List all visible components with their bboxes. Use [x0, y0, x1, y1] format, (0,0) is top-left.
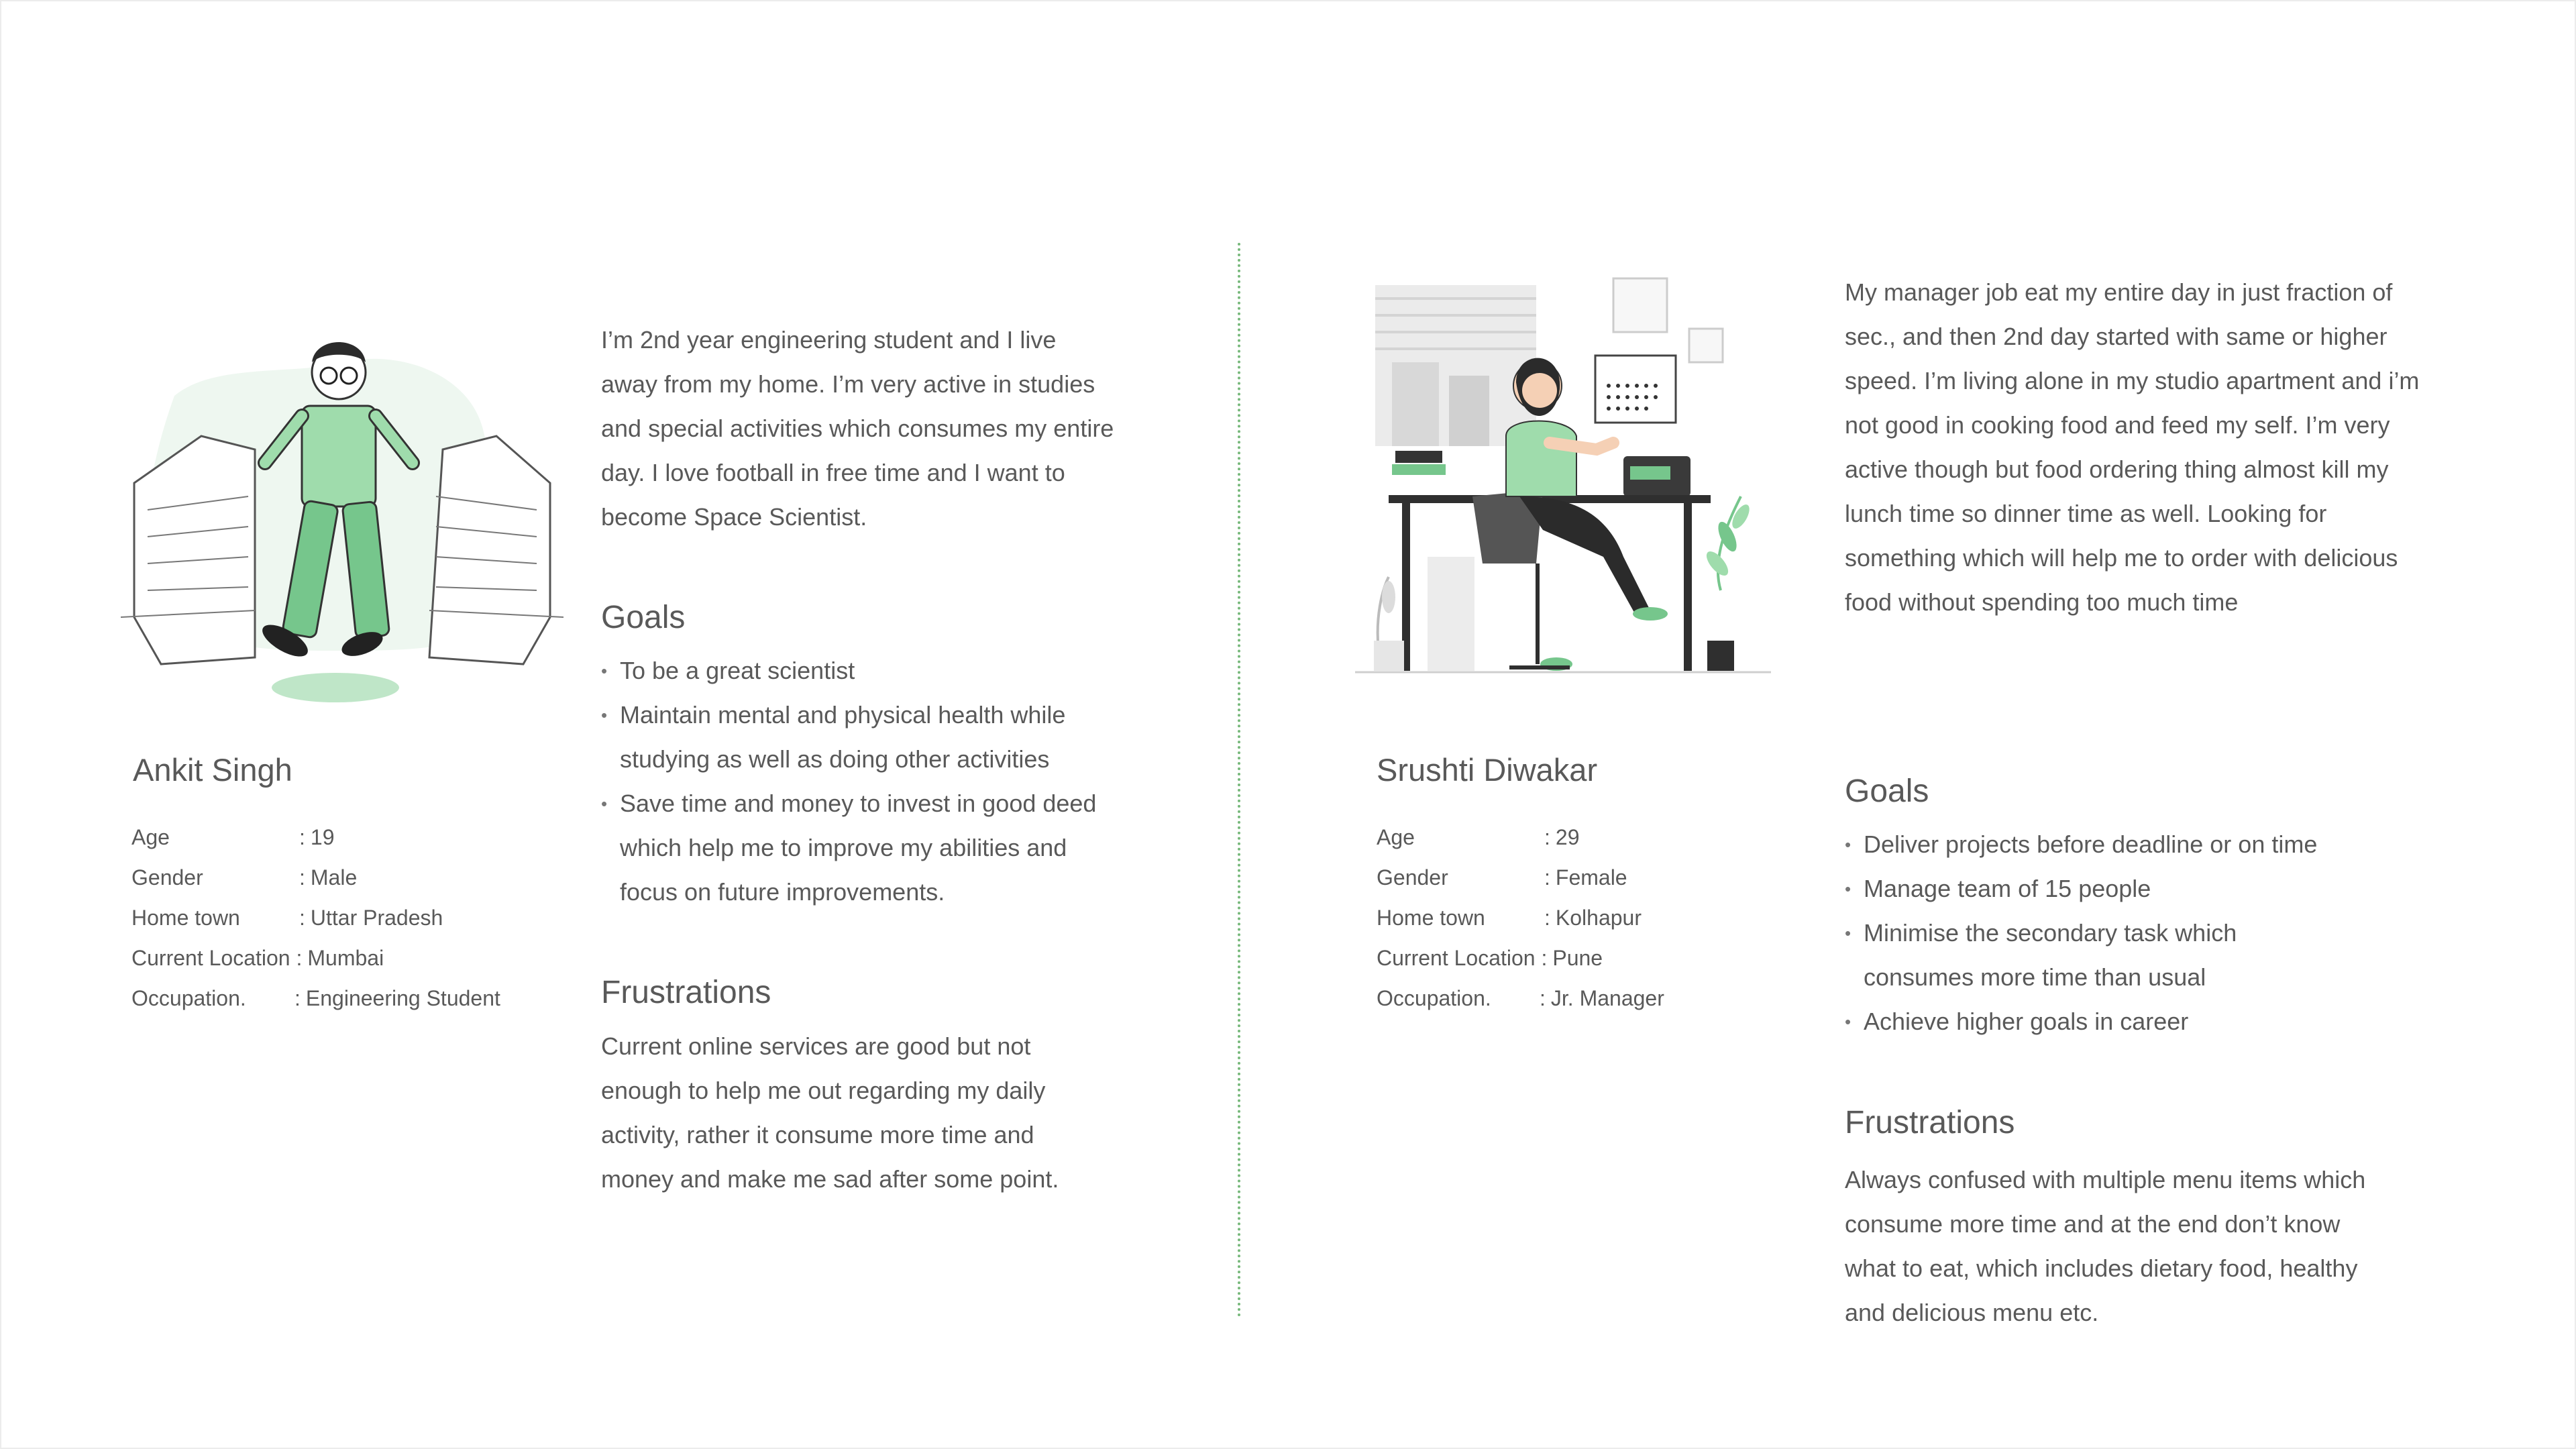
goal-item: • Save time and money to invest in good deed which help me to improve my abilities and focus on future improvements. — [601, 782, 1124, 914]
info-key: Current Location — [131, 946, 290, 970]
info-key: Gender — [1377, 865, 1448, 890]
goal-item: • Maintain mental and physical health while studying as well as doing other activities — [601, 693, 1124, 782]
info-row-age: Age : 29 — [1377, 817, 1664, 857]
info-value: Mumbai — [307, 946, 384, 970]
info-row-age: Age : 19 — [131, 817, 500, 857]
info-key: Age — [131, 825, 170, 849]
persona-info — [131, 817, 500, 1018]
info-key: Home town — [131, 906, 240, 930]
persona-name: Ankit Singh — [133, 752, 292, 788]
frustrations-text: Always confused with multiple menu items which consume more time and at the end don’t know what to eat, which includes dietary food, healthy and delicious menu etc. — [1845, 1166, 2366, 1326]
info-row-location: Current Location : Mumbai — [131, 938, 500, 978]
persona-bio: I’m 2nd year engineering student and I live away from my home. I’m very active in studies and special activities which consumes my entire day. I love football in free time and I want to become Space Scientist. — [601, 326, 1114, 531]
info-value: Female — [1555, 865, 1627, 890]
info-row-hometown: Home town : Uttar Pradesh — [131, 898, 500, 938]
info-key: Home town — [1377, 906, 1485, 930]
goal-item: • To be a great scientist — [601, 649, 1124, 693]
persona-bio: My manager job eat my entire day in just fraction of sec., and then 2nd day started with same or higher speed. I’m living alone in my studio apartment and i’m not good in cooking food and feed my self. I’m very active though but food ordering thing almost kill my lunch time so dinner time as well. Looking for something which will help me to order with delicious food without spending too much time — [1845, 278, 2420, 616]
info-row-occupation: Occupation. : Engineering Student — [131, 978, 500, 1018]
info-value: Male — [310, 865, 358, 890]
info-value: Engineering Student — [305, 986, 500, 1010]
manager-illustration — [1355, 275, 1771, 678]
goal-item: • Achieve higher goals in career — [1845, 1000, 2328, 1044]
info-row-hometown: Home town : Kolhapur — [1377, 898, 1664, 938]
info-value: 19 — [310, 825, 335, 849]
frustrations-text: Current online services are good but not enough to help me out regarding my daily activity, rather it consume more time and money and make me sad after some point. — [601, 1032, 1059, 1193]
info-row-gender: Gender : Male — [131, 857, 500, 898]
frustrations-heading: Frustrations — [1845, 1105, 2015, 1140]
info-row-location: Current Location : Pune — [1377, 938, 1664, 978]
info-value: 29 — [1555, 825, 1580, 849]
frustrations-heading: Frustrations — [601, 975, 771, 1010]
info-value: Pune — [1552, 946, 1603, 970]
info-key: Occupation. — [131, 986, 246, 1010]
goals-list — [1845, 822, 2328, 1044]
goals-heading: Goals — [1845, 773, 1929, 809]
info-value: Kolhapur — [1555, 906, 1642, 930]
persona-name: Srushti Diwakar — [1377, 752, 1598, 788]
goal-item: • Deliver projects before deadline or on time — [1845, 822, 2328, 867]
info-row-gender: Gender : Female — [1377, 857, 1664, 898]
info-row-occupation: Occupation. : Jr. Manager — [1377, 978, 1664, 1018]
info-value: Uttar Pradesh — [310, 906, 443, 930]
student-illustration — [121, 335, 564, 711]
goals-list — [601, 649, 1124, 914]
persona-info — [1377, 817, 1664, 1018]
info-value: Jr. Manager — [1550, 986, 1664, 1010]
info-key: Gender — [131, 865, 203, 890]
goal-item: • Manage team of 15 people — [1845, 867, 2328, 911]
info-key: Age — [1377, 825, 1415, 849]
column-divider — [1238, 243, 1240, 1318]
goals-heading: Goals — [601, 600, 686, 635]
goal-item: • Minimise the secondary task which consumes more time than usual — [1845, 911, 2328, 1000]
info-key: Current Location — [1377, 946, 1536, 970]
info-key: Occupation. — [1377, 986, 1491, 1010]
